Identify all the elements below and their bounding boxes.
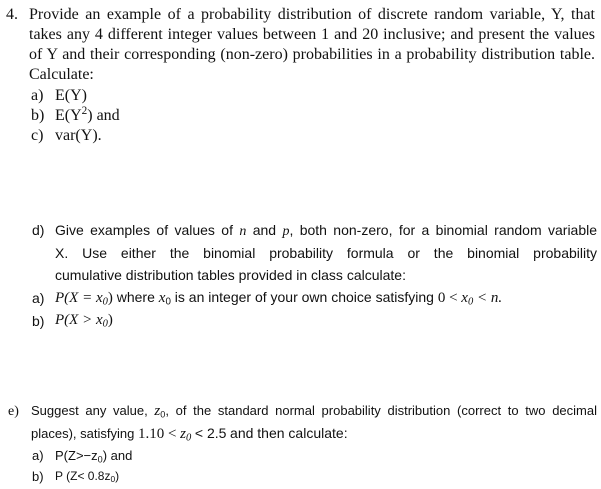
part-d-label: d) [32, 222, 45, 238]
part-e-item-b-text: P $(Z< 0.8z_0)$ [55, 469, 120, 485]
q4-item-b-label: b) [31, 107, 45, 124]
part-e-line-1: Suggest any value, $z_0$, of the standard normal probability distribution (correct to two decimal [31, 403, 597, 420]
q4-intro-line-2: takes any 4 different integer values between 1 and 20 inclusive; and present the values [29, 26, 595, 43]
part-d-item-b-text: $P(X > x_0)$ [55, 312, 113, 330]
part-e-label: e) [8, 404, 19, 419]
question-number: 4. [6, 6, 18, 23]
part-d-line-3: cumulative distribution tables provided in class calculate: [55, 267, 406, 283]
q4-intro-line-4: Calculate: [29, 66, 94, 83]
q4-item-a-label: a) [31, 87, 44, 104]
part-e-item-a-text: $P(Z>-z_0)$ and [55, 448, 133, 465]
q4-item-a-text: E(Y) [55, 87, 87, 104]
part-d-item-b-label: b) [32, 313, 45, 329]
part-e-line-2: places), satisfying $1.10 < z_0 < 2.5$ and then calculate: [31, 425, 348, 444]
part-d-item-a-label: a) [32, 290, 45, 306]
q4-intro-line-3: of Y and their corresponding (non-zero) probabilities in a probability distribution table. [29, 46, 595, 63]
part-e-item-a-label: a) [32, 448, 44, 463]
part-d-line-1: Give examples of values of n and p, both non-zero, for a binomial random variable [55, 222, 598, 239]
q4-item-c-label: c) [31, 127, 44, 144]
q4-item-c-text: var(Y). [55, 127, 102, 144]
part-d-line-2: X. Use either the binomial probability formula or the binomial probability [55, 245, 597, 261]
q4-item-b-text: $E(Y^2)$ and [55, 104, 120, 124]
part-e-item-b-label: b) [32, 469, 44, 484]
q4-intro-line-1: Provide an example of a probability distribution of discrete random variable, Y, that [29, 6, 595, 23]
part-d-item-a-text: $P(X = x_0)$ where $x_0$ is an integer of your own choice satisfying $0 < x_0 < n$. [55, 289, 503, 308]
